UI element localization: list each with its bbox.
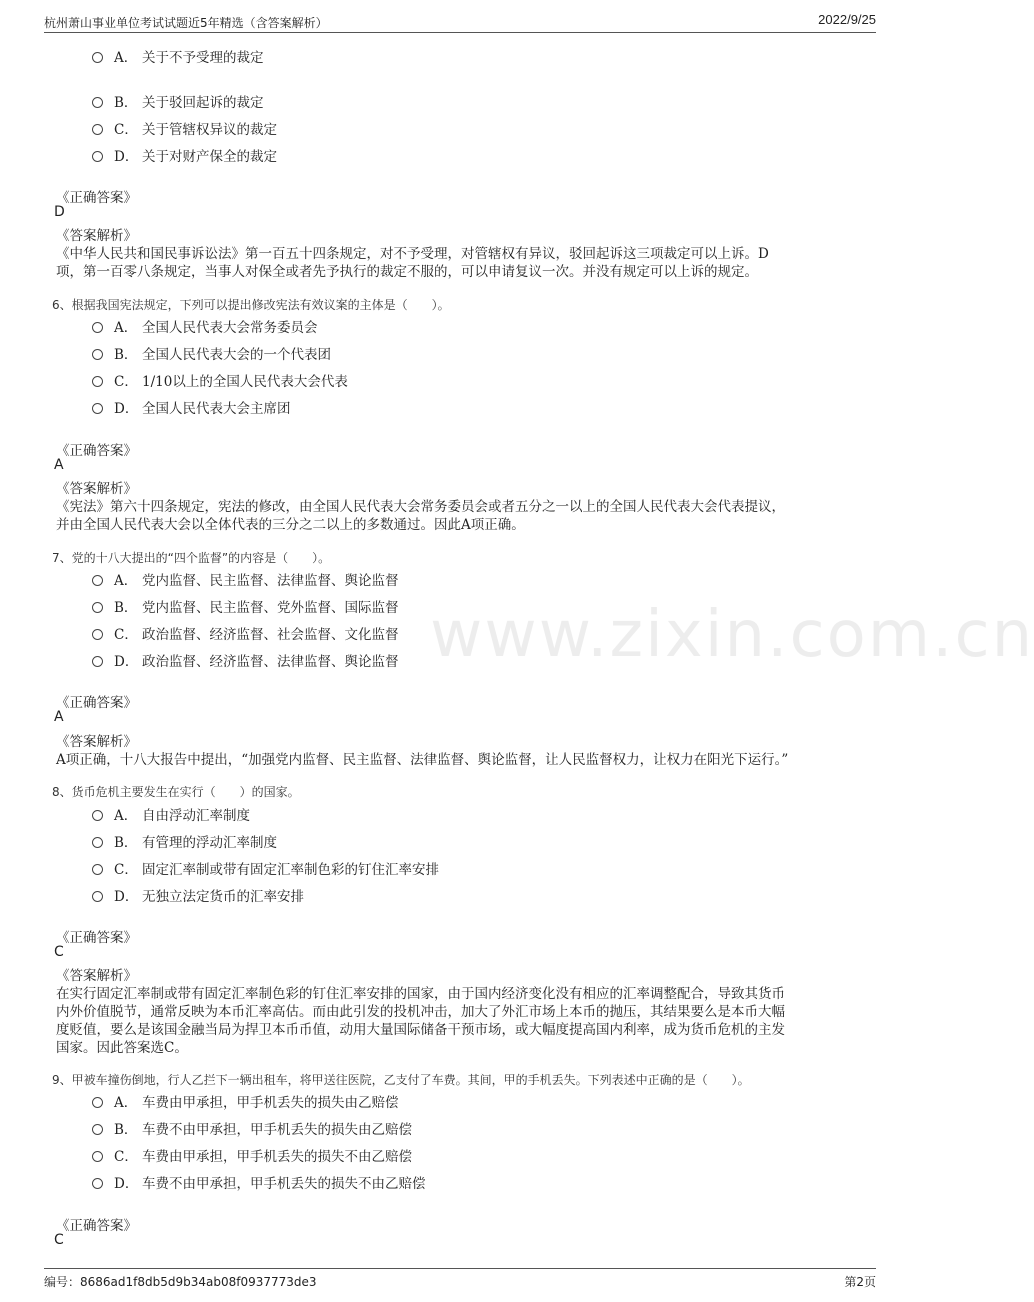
q6-explanation-label: 《答案解析》: [56, 481, 137, 497]
q8-explanation-line: 在实行固定汇率制或带有固定汇率制色彩的钉住汇率安排的国家，由于国内经济变化没有相应的汇率调整配合，导致其货币: [56, 986, 785, 1002]
q6-correct-answer-label: 《正确答案》: [56, 443, 137, 459]
radio-icon[interactable]: [92, 602, 103, 613]
q9-question: 9、甲被车撞伤倒地，行人乙拦下一辆出租车，将甲送往医院，乙支付了车费。其间，甲的手机丢失。下列表述中正确的是（ ）。: [52, 1073, 750, 1087]
q6-question: 6、根据我国宪法规定，下列可以提出修改宪法有效议案的主体是（ ）。: [52, 298, 450, 312]
document-title: 杭州萧山事业单位考试试题近5年精选（含答案解析）: [44, 16, 328, 30]
page-footer: [44, 1268, 876, 1291]
q5-explanation-line: 《中华人民共和国民事诉讼法》第一百五十四条规定，对不予受理，对管辖权有异议，驳回起诉这三项裁定可以上诉。D: [56, 246, 769, 262]
radio-icon[interactable]: [92, 97, 103, 108]
q5-correct-answer-label: 《正确答案》: [56, 190, 137, 206]
q8-explanation-label: 《答案解析》: [56, 968, 137, 984]
q6-explanation-line: 《宪法》第六十四条规定，宪法的修改，由全国人民代表大会常务委员会或者五分之一以上的全国人民代表大会代表提议，: [56, 499, 785, 515]
radio-icon[interactable]: [92, 376, 103, 387]
q7-explanation-line: A项正确，十八大报告中提出，“加强党内监督、民主监督、法律监督、舆论监督，让人民监督权力，让权力在阳光下运行。”: [56, 752, 789, 768]
radio-icon[interactable]: [92, 656, 103, 667]
radio-icon[interactable]: [92, 891, 103, 902]
radio-icon[interactable]: [92, 349, 103, 360]
radio-icon[interactable]: [92, 575, 103, 586]
q6-answer: A: [54, 457, 64, 473]
radio-icon[interactable]: [92, 837, 103, 848]
radio-icon[interactable]: [92, 151, 103, 162]
document-code: 编号：8686ad1f8db5d9b34ab08f0937773de3: [44, 1275, 317, 1289]
radio-icon[interactable]: [92, 52, 103, 63]
q8-correct-answer-label: 《正确答案》: [56, 930, 137, 946]
watermark: www.zixin.com.cn: [430, 598, 1034, 672]
q7-answer: A: [54, 709, 64, 725]
q8-explanation-line: 国家。因此答案选C。: [56, 1040, 188, 1056]
q8-answer: C: [54, 944, 64, 960]
radio-icon[interactable]: [92, 1178, 103, 1189]
q9-correct-answer-label: 《正确答案》: [56, 1218, 137, 1234]
radio-icon[interactable]: [92, 1124, 103, 1135]
radio-icon[interactable]: [92, 1097, 103, 1108]
q5-explanation-label: 《答案解析》: [56, 228, 137, 244]
radio-icon[interactable]: [92, 810, 103, 821]
q7-explanation-label: 《答案解析》: [56, 734, 137, 750]
q8-question: 8、货币危机主要发生在实行（ ）的国家。: [52, 785, 300, 799]
radio-icon[interactable]: [92, 403, 103, 414]
q9-answer: C: [54, 1232, 64, 1248]
page-header: [44, 12, 876, 33]
radio-icon[interactable]: [92, 1151, 103, 1162]
q5-answer: D: [54, 204, 65, 220]
radio-icon[interactable]: [92, 864, 103, 875]
q7-question: 7、党的十八大提出的“四个监督”的内容是（ ）。: [52, 551, 331, 565]
radio-icon[interactable]: [92, 322, 103, 333]
document-date: 2022/9/25: [818, 12, 876, 27]
q8-explanation-line: 度贬值，要么是该国金融当局为捍卫本币币值，动用大量国际储备干预市场，或大幅度提高国内利率，成为货币危机的主发: [56, 1022, 785, 1038]
q8-explanation-line: 内外价值脱节，通常反映为本币汇率高估。而由此引发的投机冲击，加大了外汇市场上本币的抛压，其结果要么是本币大幅: [56, 1004, 785, 1020]
page-number: 第2页: [844, 1275, 876, 1289]
radio-icon[interactable]: [92, 124, 103, 135]
q7-correct-answer-label: 《正确答案》: [56, 695, 137, 711]
q6-explanation-line: 并由全国人民代表大会以全体代表的三分之二以上的多数通过。因此A项正确。: [56, 517, 525, 533]
radio-icon[interactable]: [92, 629, 103, 640]
q5-explanation-line: 项，第一百零八条规定，当事人对保全或者先予执行的裁定不服的，可以申请复议一次。并没有规定可以上诉的规定。: [56, 264, 758, 280]
